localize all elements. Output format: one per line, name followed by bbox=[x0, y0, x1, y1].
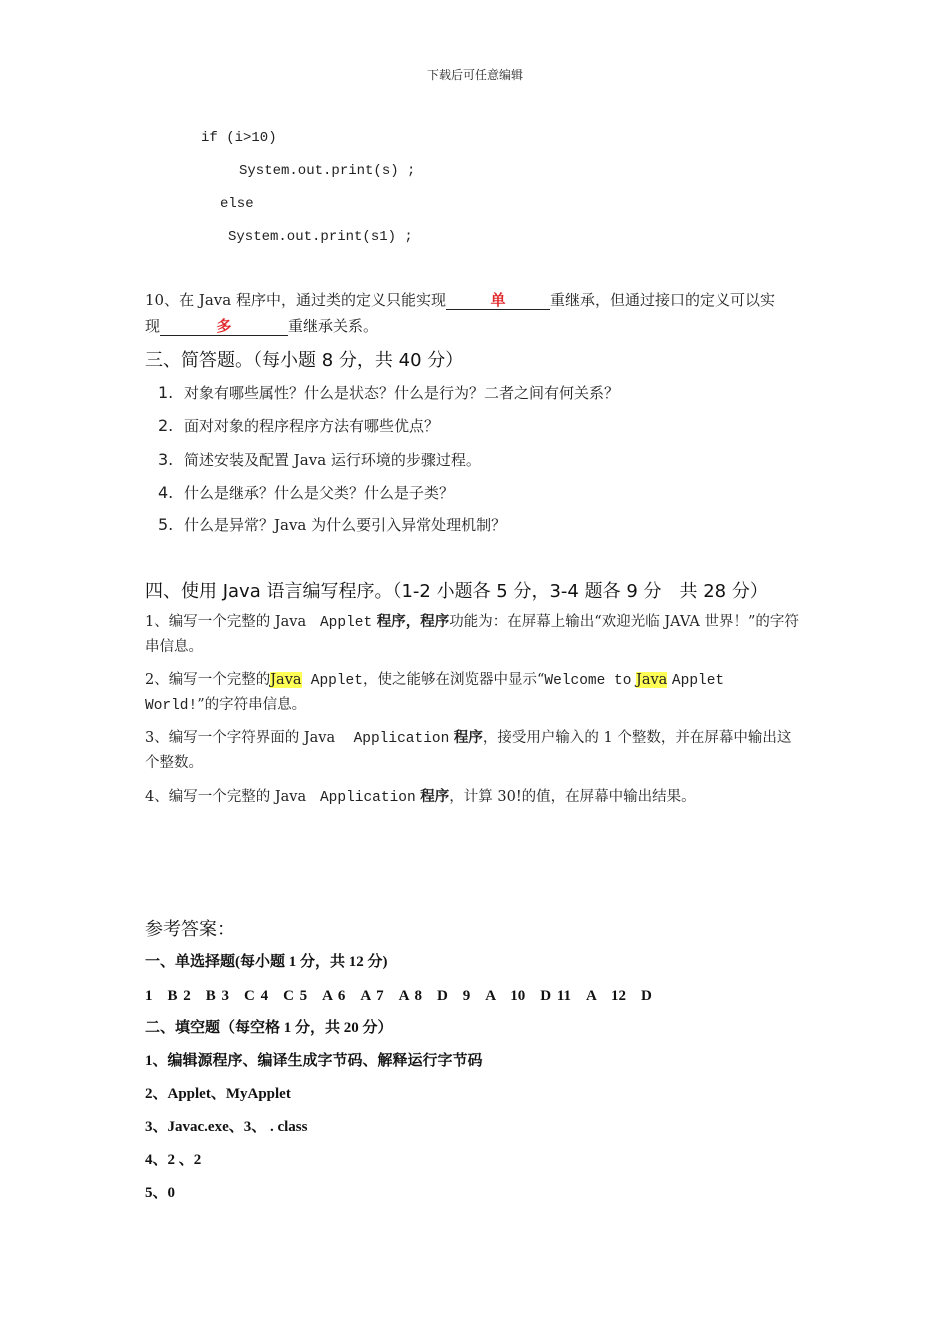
question-item bbox=[145, 610, 805, 659]
item-text: 面对对象的程序程序方法有哪些优点？ bbox=[184, 417, 440, 435]
answers-title: 参考答案： bbox=[145, 919, 235, 940]
item-number: 1. bbox=[158, 383, 174, 402]
item-number: 4. bbox=[158, 483, 174, 502]
item-text: 什么是继承？什么是父类？什么是子类？ bbox=[184, 484, 455, 502]
q-text: ，使之能够在浏览器中显示“ bbox=[362, 672, 545, 688]
list-item bbox=[158, 415, 439, 436]
question-10-line2 bbox=[145, 314, 378, 339]
q10-text: 现 bbox=[145, 317, 161, 335]
answer-blank bbox=[160, 317, 288, 336]
answers-line: 4、2 、2 bbox=[145, 1152, 202, 1168]
q10-text: 重继承，但通过接口的定义可以实 bbox=[550, 291, 776, 309]
question-item bbox=[145, 668, 805, 718]
q-text: ”的字符串信息。 bbox=[197, 697, 307, 713]
question-item bbox=[145, 785, 805, 810]
item-text: 什么是异常？Java 为什么要引入异常处理机制？ bbox=[184, 516, 507, 534]
q-code: Application bbox=[319, 790, 416, 806]
q-bold: 程序 bbox=[453, 729, 483, 746]
q-text: 2、编写一个完整的 bbox=[145, 672, 271, 688]
answers-line: 3、Javac.exe、3、 . class bbox=[145, 1119, 308, 1135]
answer-text: 单 bbox=[490, 291, 506, 309]
q-code: Application bbox=[353, 731, 450, 747]
section-title: 三、简答题。（每小题 8 分，共 40 分） bbox=[145, 350, 464, 371]
answers-line: 1、编辑源程序、编译生成字节码、解释运行字节码 bbox=[145, 1053, 483, 1069]
answers-section-title: 一、单选择题(每小题 1 分，共 12 分) bbox=[145, 954, 388, 970]
answers-line: 2、Applet、MyApplet bbox=[145, 1086, 291, 1102]
q-code: Applet bbox=[319, 615, 373, 631]
question-item bbox=[145, 726, 805, 775]
q-bold: 程序，程序 bbox=[376, 613, 450, 630]
answers-line: 1 B 2 B 3 C 4 C 5 A 6 A 7 A 8 D 9 A 10 D 11 A 12 D bbox=[145, 988, 652, 1004]
section-title: 四、使用 Java 语言编写程序。（1-2 小题各 5 分，3-4 题各 9 分 共 28 分） bbox=[145, 581, 768, 602]
highlight: Java bbox=[636, 672, 668, 688]
list-item bbox=[158, 382, 619, 403]
highlight: Java bbox=[270, 672, 302, 688]
page-header: 下载后可任意编辑 bbox=[426, 68, 523, 82]
item-number: 5. bbox=[158, 515, 174, 534]
q-text: 4、编写一个完整的 Java bbox=[145, 789, 307, 805]
q-code: Applet bbox=[310, 673, 363, 689]
q-text: ，计算 30!的值，在屏幕中输出结果。 bbox=[449, 789, 696, 805]
q10-text: 10、在 Java 程序中，通过类的定义只能实现 bbox=[145, 291, 446, 309]
code-line: if (i>10) bbox=[201, 130, 277, 146]
q-text: 功能为：在屏幕上输出“欢迎光临 JAVA 世界！”的字符串信息。 bbox=[145, 614, 799, 655]
list-item bbox=[158, 482, 454, 503]
item-number: 3. bbox=[158, 450, 174, 469]
q-code: Welcome to bbox=[544, 673, 632, 689]
list-item bbox=[158, 514, 506, 535]
code-line: System.out.print(s) ; bbox=[239, 163, 416, 179]
q-bold: 程序 bbox=[420, 788, 450, 805]
q-text: ，接受用户输入的 1 个整数，并在屏幕中输出这个整数。 bbox=[145, 730, 792, 771]
code-line: System.out.print(s1) ; bbox=[228, 229, 413, 245]
answer-blank bbox=[446, 291, 550, 310]
answers-section-title: 二、填空题（每空格 1 分，共 20 分） bbox=[145, 1020, 393, 1036]
answer-text: 多 bbox=[216, 317, 232, 335]
list-item bbox=[158, 449, 481, 470]
q-code: Applet World! bbox=[145, 673, 725, 714]
item-text: 对象有哪些属性？什么是状态？什么是行为？二者之间有何关系？ bbox=[184, 384, 620, 402]
item-number: 2. bbox=[158, 416, 174, 435]
q10-text: 重继承关系。 bbox=[288, 317, 379, 335]
item-text: 简述安装及配置 Java 运行环境的步骤过程。 bbox=[184, 451, 481, 469]
code-line: else bbox=[220, 196, 254, 212]
question-10-line1 bbox=[145, 288, 775, 313]
answers-line: 5、0 bbox=[145, 1185, 176, 1201]
q-text: 1、编写一个完整的 Java bbox=[145, 614, 307, 630]
q-text: 3、编写一个字符界面的 Java bbox=[145, 730, 336, 746]
